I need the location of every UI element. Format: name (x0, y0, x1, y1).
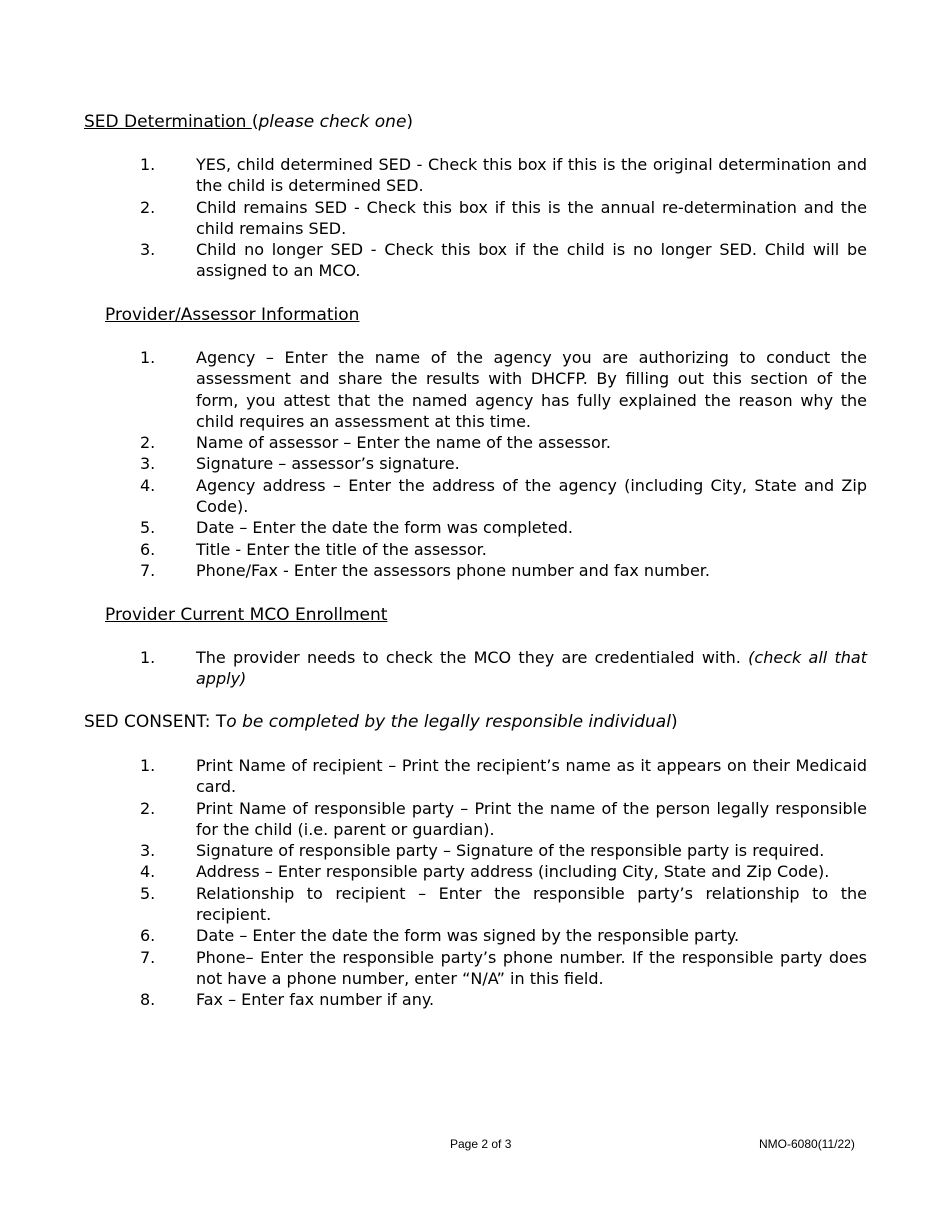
list-item: 5. Relationship to recipient – Enter the responsible party’s relationship to the recipient. (140, 883, 867, 925)
list-item: 6. Title - Enter the title of the assessor. (140, 539, 487, 559)
list-item: 8. Fax – Enter fax number if any. (140, 990, 435, 1010)
list-item: 1. YES, child determined SED - Check this box if this is the original determination and the child is determined SED. (140, 155, 867, 196)
sed-consent-heading: SED CONSENT: To be completed by the legally responsible individual) (84, 712, 678, 732)
provider-info-title: Provider/Assessor Information (105, 305, 360, 325)
sed-determination-note: please check one (258, 112, 407, 132)
mco-enrollment-title: Provider Current MCO Enrollment (105, 605, 388, 625)
provider-info-list (140, 347, 867, 581)
list-item: 1. Agency – Enter the name of the agency you are authorizing to conduct the assessment and share the results with DHCFP. By filling out this section of the form, you attest that the named agency has fully explained the reason why the child requires an assessment at this time. (140, 348, 867, 431)
list-item: 2. Child remains SED - Check this box if this is the annual re-determination and the child remains SED. (140, 197, 867, 238)
sed-consent-title: SED CONSENT: T (84, 712, 227, 732)
sed-determination-title: SED Determination (84, 112, 252, 132)
list-item: 5. Date – Enter the date the form was completed. (140, 518, 573, 538)
form-id: NMO-6080(11/22) (759, 1137, 855, 1151)
list-item: 1. Print Name of recipient – Print the recipient’s name as it appears on their Medicaid card. (140, 756, 867, 797)
list-item: 7. Phone– Enter the responsible party’s phone number. If the responsible party does not have a phone number, enter “N/A” in this field. (140, 947, 867, 988)
list-item: 1. The provider needs to check the MCO they are credentialed with. (check all that apply) (140, 648, 868, 689)
list-item: 3. Signature of responsible party – Signature of the responsible party is required. (140, 841, 825, 861)
list-item: 2. Name of assessor – Enter the name of the assessor. (140, 433, 611, 453)
sed-determination-heading: SED Determination (please check one) (84, 112, 414, 132)
sed-consent-list (140, 755, 867, 1011)
list-item: 4. Agency address – Enter the address of the agency (including City, State and Zip Code). (140, 475, 867, 517)
sed-determination-list (140, 154, 867, 282)
list-item: 4. Address – Enter responsible party address (including City, State and Zip Code). (140, 862, 830, 882)
sed-consent-note: o be completed by the legally responsible individual (226, 712, 671, 732)
mco-enrollment-list (140, 647, 867, 690)
page-number: Page 2 of 3 (450, 1137, 512, 1151)
provider-info-heading (105, 304, 359, 326)
list-item: 7. Phone/Fax - Enter the assessors phone number and fax number. (140, 560, 710, 580)
list-item: 6. Date – Enter the date the form was signed by the responsible party. (140, 926, 740, 946)
mco-enrollment-heading (105, 604, 387, 626)
list-item: 3. Child no longer SED - Check this box if the child is no longer SED. Child will be assigned to an MCO. (140, 240, 867, 281)
list-item: 3. Signature – assessor’s signature. (140, 454, 460, 474)
list-item: 2. Print Name of responsible party – Print the name of the person legally responsible for the child (i.e. parent or guardian). (140, 798, 867, 839)
